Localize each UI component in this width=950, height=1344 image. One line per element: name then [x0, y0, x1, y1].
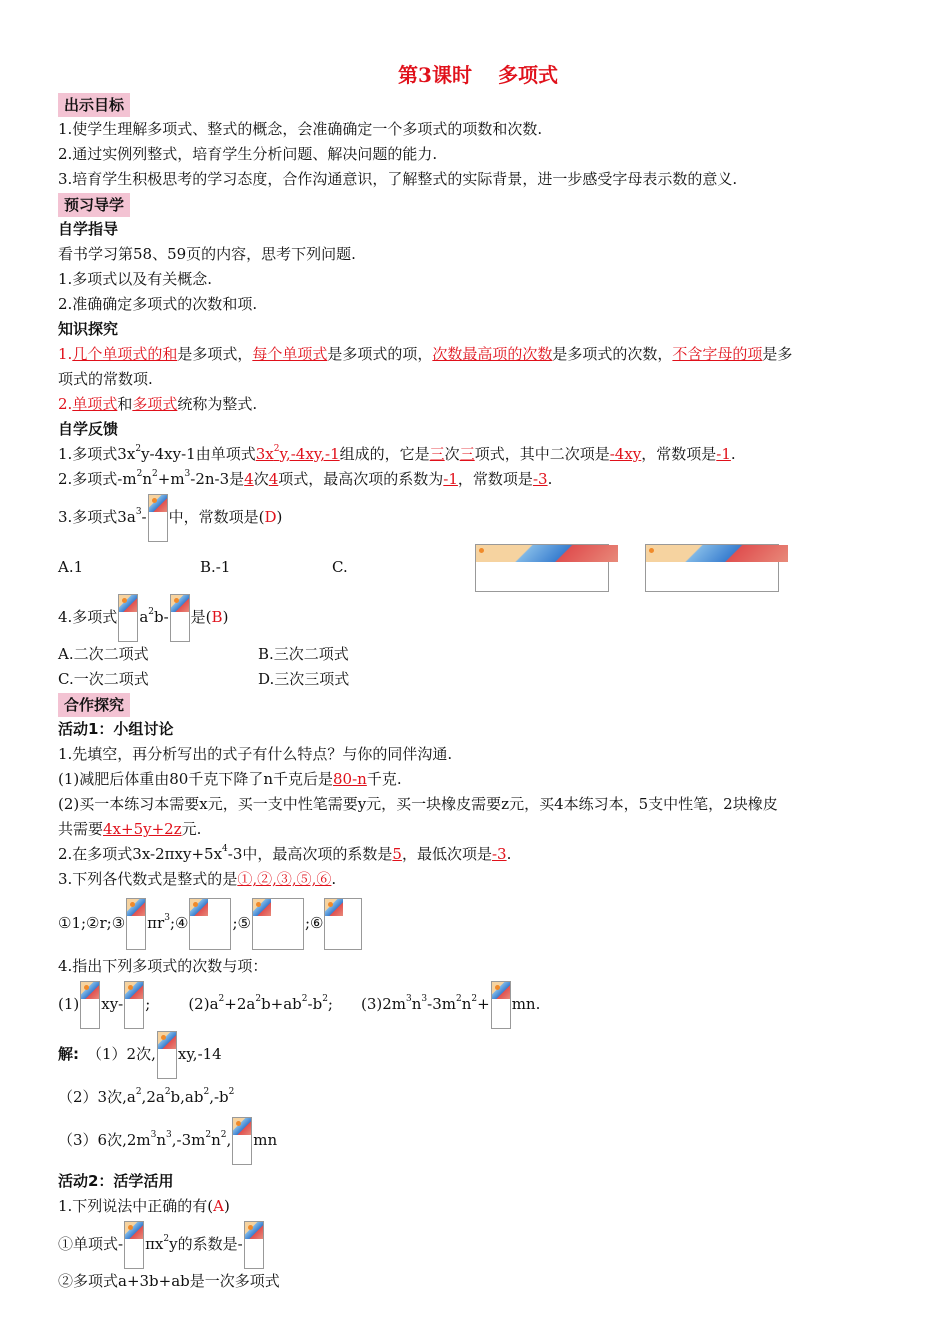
fraction-image-icon: [118, 594, 138, 642]
fraction-image-icon: [170, 594, 190, 642]
fraction-image-icon: [232, 1117, 252, 1165]
goal-item: 3.培育学生积极思考的学习态度，合作沟通意识，了解整式的实际背景，进一步感受字母表示数的意义.: [58, 170, 738, 188]
activity2-item-1: ①单项式- $\pi x^2y$的系数是-: [58, 1219, 898, 1269]
fraction-image-icon: [324, 898, 362, 950]
fraction-image-icon: [491, 981, 511, 1029]
fraction-image-icon: [148, 494, 168, 542]
feedback-q1: 1.多项式$3x^2y-4xy-1$由单项式$3x^2y,-4xy,-1$组成的，它是三次三项式，其中二次项是-4xy，常数项是-1.: [58, 444, 736, 463]
guide-item: 2.准确确定多项式的次数和项.: [58, 295, 258, 313]
guide-item: 看书学习第58、59页的内容，思考下列问题.: [58, 245, 356, 263]
solution-line-3: （3）6次$,2m^3n^3,-3m^2n^2$, mn: [58, 1115, 898, 1165]
solution-line-2: （2）3次$,a^2,2a^2b,ab^2,-b^2$: [58, 1087, 235, 1106]
activity1-q3: 3.下列各代数式是整式的是①,②,③,⑤,⑥.: [58, 870, 337, 888]
solution-line-1: 解: （1）2次, xy,-14: [58, 1029, 898, 1079]
fraction-image-icon: [244, 1221, 264, 1269]
section-header-goals: 出示目标: [58, 93, 130, 117]
feedback-q2: 2.多项式$-m^2n^2+m^3-2n-3$是4次4项式，最高次项的系数为-1，常数项是-3.: [58, 469, 553, 488]
feedback-q4: 4.多项式 $a^2b-$ 是(B): [58, 592, 898, 642]
goal-item: 2.通过实例列整式，培育学生分析问题、解决问题的能力.: [58, 145, 438, 163]
page-title: 第3课时 多项式: [398, 63, 558, 87]
activity1-q1: 1.先填空，再分析写出的式子有什么特点？与你的同伴沟通.: [58, 745, 453, 763]
fraction-image-icon: [475, 544, 609, 592]
activity1-q3-list: ①1;②r;③ $\pi r^3;④$ ;⑤ ;⑥: [58, 892, 898, 954]
subheading-activity-2: 活动2：活学活用: [58, 1172, 174, 1190]
feedback-q3: 3.多项式$3a^3-$ 中，常数项是(D): [58, 492, 898, 542]
fraction-image-icon: [124, 981, 144, 1029]
fraction-image-icon: [157, 1031, 177, 1079]
knowledge-item-1: 1.几个单项式的和是多项式，每个单项式是多项式的项，次数最高项的次数是多项式的次数，不含字母的项是多 项式的常数项.: [58, 345, 793, 388]
activity1-q2: 2.在多项式$3x-2\pi xy+5x^4-3$中，最高次项的系数是5，最低次项是-3.: [58, 844, 512, 863]
knowledge-item-2: 2.单项式和多项式统称为整式.: [58, 395, 258, 413]
activity2-item-2: ②多项式a+3b+ab是一次多项式: [58, 1272, 280, 1290]
goal-item: 1.使学生理解多项式、整式的概念，会准确确定一个多项式的项数和次数.: [58, 120, 543, 138]
fraction-image-icon: [80, 981, 100, 1029]
feedback-q4-options: A.二次二项式 B.三次二项式: [58, 645, 349, 663]
activity1-q1-part2: (2)买一本练习本需要x元，买一支中性笔需要y元，买一块橡皮需要z元，买4本练习本，5支中性笔，2块橡皮 共需要4x+5y+2z元.: [58, 795, 778, 838]
fraction-image-icon: [126, 898, 146, 950]
fraction-image-icon: [252, 898, 304, 950]
fraction-image-icon: [124, 1221, 144, 1269]
worksheet: [58, 60, 898, 1294]
subheading-activity-1: 活动1：小组讨论: [58, 720, 174, 738]
section-header-cooperate: 合作探究: [58, 693, 130, 717]
feedback-q3-options: A.1 B.-1 C.: [58, 542, 898, 592]
subheading-self-guide: 自学指导: [58, 220, 119, 238]
fraction-image-icon: [645, 544, 779, 592]
subheading-knowledge: 知识探究: [58, 320, 119, 338]
activity1-q4: 4.指出下列多项式的次数与项：: [58, 957, 268, 975]
activity1-q1-part1: (1)减肥后体重由80千克下降了n千克后是80-n千克.: [58, 770, 402, 788]
guide-item: 1.多项式以及有关概念.: [58, 270, 213, 288]
activity2-q1: 1.下列说法中正确的有(A): [58, 1197, 230, 1215]
activity1-q4-items: (1) xy- ; $(2)a^2+2a^2b+ab^2-b^2$; $(3)2m^3n^3-3m^2n^2+$ mn.: [58, 979, 898, 1029]
section-header-preview: 预习导学: [58, 193, 130, 217]
subheading-feedback: 自学反馈: [58, 420, 119, 438]
feedback-q4-options: C.一次二项式 D.三次三项式: [58, 670, 350, 688]
fraction-image-icon: [189, 898, 231, 950]
